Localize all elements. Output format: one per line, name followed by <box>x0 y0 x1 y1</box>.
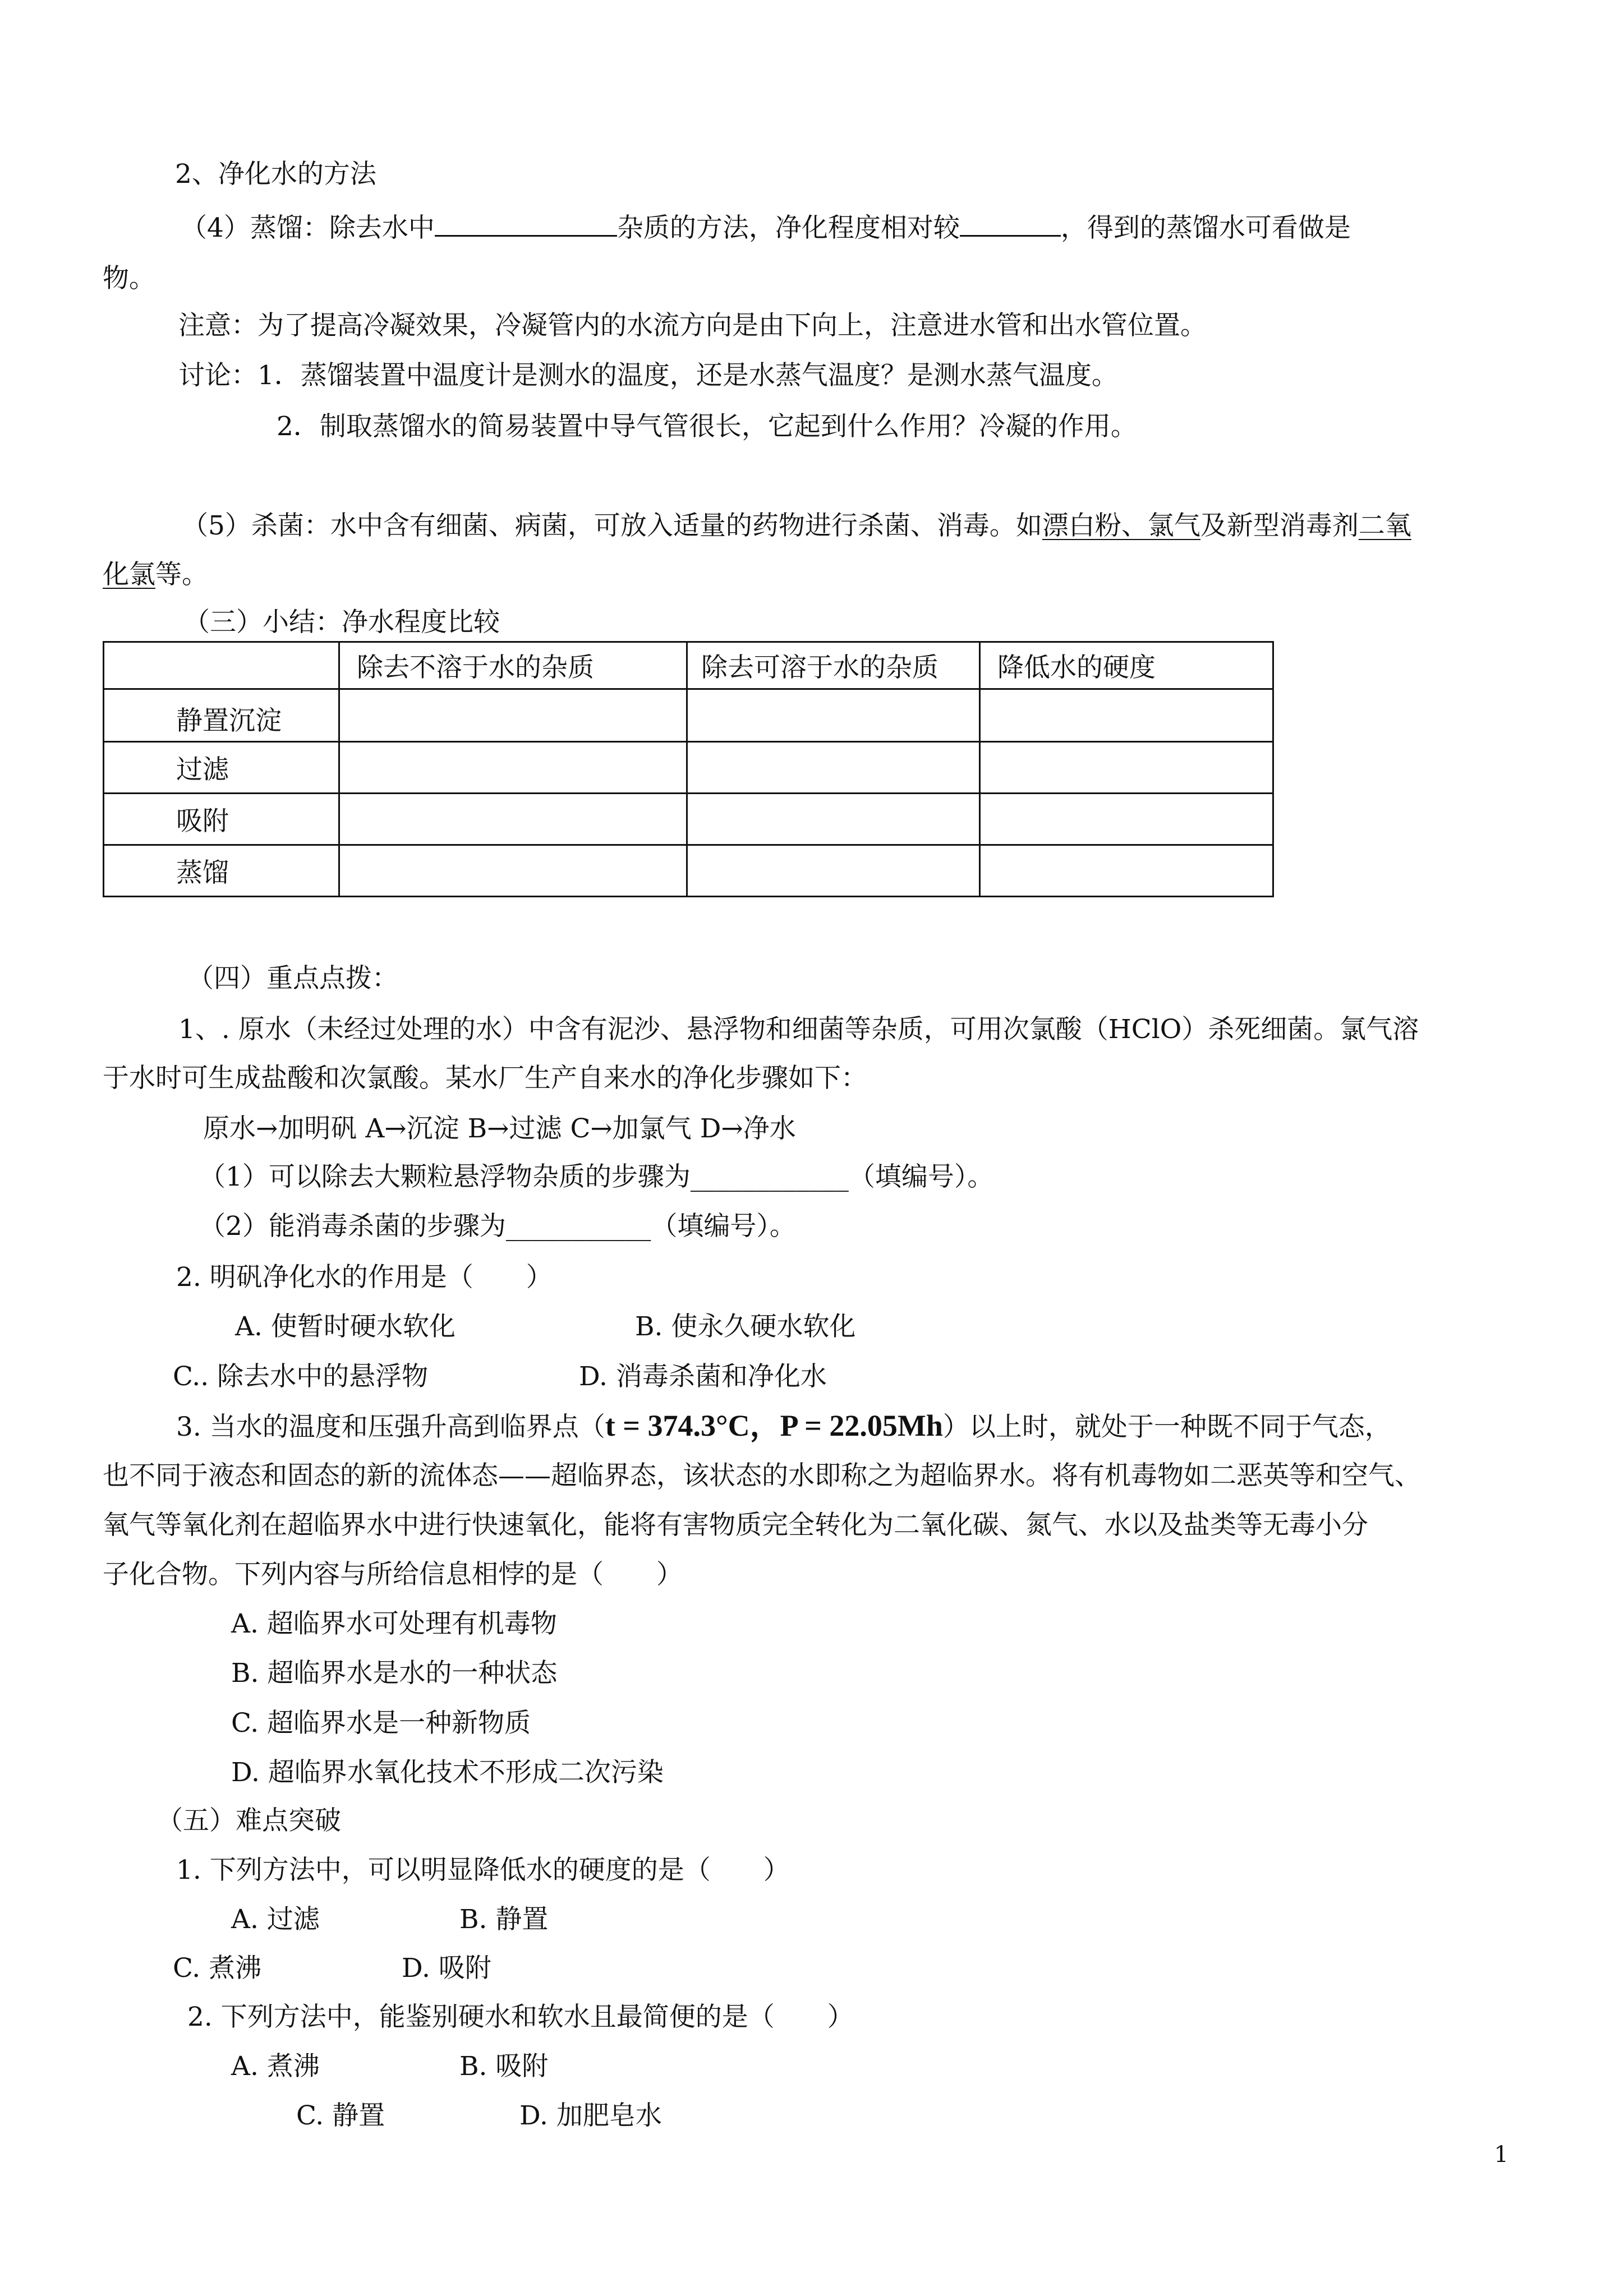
table-row-label: 吸附 <box>104 794 339 845</box>
q1-line1: 1、. 原水（未经过处理的水）中含有泥沙、悬浮物和细菌等杂质，可用次氯酸（HClO）杀死细菌。氯气溶 <box>178 1014 1419 1045</box>
q2-option-c: C.. 除去水中的悬浮物 <box>173 1361 429 1392</box>
table-row-label: 静置沉淀 <box>104 689 339 742</box>
table-cell[interactable] <box>687 742 980 794</box>
discussion-1: 讨论：1．蒸馏装置中温度计是测水的温度，还是水蒸气温度？是测水蒸气温度。 <box>178 360 1118 391</box>
table-cell[interactable] <box>980 742 1273 794</box>
q1-sub1: （1）可以除去大颗粒悬浮物杂质的步骤为____________（填编号）。 <box>199 1161 994 1192</box>
q3-line3: 氧气等氧化剂在超临界水中进行快速氧化，能将有害物质完全转化为二氧化碳、氮气、水以及盐类等无毒小分 <box>103 1510 1368 1541</box>
q2-option-b: B. 使永久硬水软化 <box>635 1311 856 1342</box>
d2-option-b: B. 吸附 <box>459 2051 549 2082</box>
item-5-text: 等。 <box>155 559 208 590</box>
critical-point-formula: t = 374.3°C，P = 22.05Mh <box>605 1409 943 1442</box>
item-4-text: （4）蒸馏：除去水中 <box>181 213 435 243</box>
q1-flow: 原水→加明矾 A→沉淀 B→过滤 C→加氯气 D→净水 <box>203 1113 796 1144</box>
d1-option-c: C. 煮沸 <box>173 1953 262 1984</box>
item-5-text: （5）杀菌：水中含有细菌、病菌，可放入适量的药物进行杀菌、消毒。如 <box>182 510 1042 541</box>
d2-option-a: A. 煮沸 <box>231 2051 320 2082</box>
page-number: 1 <box>1494 2142 1508 2168</box>
table-header-cell <box>104 642 339 689</box>
q2-option-d: D. 消毒杀菌和净化水 <box>579 1361 827 1392</box>
d1-option-a: A. 过滤 <box>231 1904 320 1935</box>
item-5-line2 <box>103 558 208 592</box>
summary-title: （三）小结：净水程度比较 <box>183 607 500 638</box>
item-4-line1 <box>181 210 1351 245</box>
table-row-label: 过滤 <box>104 742 339 794</box>
disinfectant-underline: 化氯 <box>103 559 155 590</box>
d1-option-b: B. 静置 <box>459 1904 549 1935</box>
q1-sub2: （2）能消毒杀菌的步骤为___________（填编号）。 <box>199 1211 796 1242</box>
table-row-label: 蒸馏 <box>104 845 339 897</box>
table-row <box>104 742 1273 794</box>
q3-line4: 子化合物。下列内容与所给信息相悖的是（ ） <box>103 1559 683 1590</box>
difficult-title: （五）难点突破 <box>157 1805 341 1836</box>
disinfectant-underline: 漂白粉、氯气 <box>1042 510 1200 541</box>
d2-option-c: C. 静置 <box>296 2100 385 2131</box>
section-heading: 2、净化水的方法 <box>175 159 376 190</box>
table-cell[interactable] <box>687 794 980 845</box>
q3-option-a: A. 超临界水可处理有机毒物 <box>231 1608 557 1639</box>
table-header-cell: 除去不溶于水的杂质 <box>339 642 687 689</box>
item-5-line1 <box>182 509 1411 543</box>
table-cell[interactable] <box>687 689 980 742</box>
note-text: 注意：为了提高冷凝效果，冷凝管内的水流方向是由下向上，注意进水管和出水管位置。 <box>178 310 1207 341</box>
d1-stem: 1. 下列方法中，可以明显降低水的硬度的是（ ） <box>176 1855 790 1885</box>
disinfectant-underline: 二氧 <box>1358 510 1411 541</box>
q3-text: ）以上时，就处于一种既不同于气态， <box>942 1412 1391 1442</box>
item-4-text: ，得到的蒸馏水可看做是 <box>1060 213 1351 243</box>
q2-option-a: A. 使暂时硬水软化 <box>235 1311 456 1342</box>
table-cell[interactable] <box>687 845 980 897</box>
q1-line2: 于水时可生成盐酸和次氯酸。某水厂生产自来水的净化步骤如下： <box>103 1063 867 1094</box>
table-cell[interactable] <box>339 742 687 794</box>
table-row <box>104 689 1273 742</box>
table-row <box>104 845 1273 897</box>
item-4-line2: 物。 <box>103 263 155 294</box>
table-cell[interactable] <box>980 845 1273 897</box>
fill-blank[interactable] <box>960 210 1061 237</box>
q2-stem: 2. 明矾净化水的作用是（ ） <box>176 1262 553 1293</box>
d1-option-d: D. 吸附 <box>402 1953 491 1984</box>
key-points-title: （四）重点点拨： <box>187 963 398 994</box>
discussion-2: 2．制取蒸馏水的简易装置中导气管很长，它起到什么作用？冷凝的作用。 <box>277 411 1137 442</box>
q3-option-b: B. 超临界水是水的一种状态 <box>231 1658 558 1689</box>
table-header-cell: 除去可溶于水的杂质 <box>687 642 980 689</box>
table-cell[interactable] <box>980 689 1273 742</box>
table-header-row <box>104 642 1273 689</box>
q3-line2: 也不同于液态和固态的新的流体态——超临界态，该状态的水即称之为超临界水。将有机毒物如二恶英等和空气、 <box>103 1460 1421 1491</box>
d2-option-d: D. 加肥皂水 <box>519 2100 662 2131</box>
table-cell[interactable] <box>339 845 687 897</box>
table-row <box>104 794 1273 845</box>
table-cell[interactable] <box>339 794 687 845</box>
item-4-text: 杂质的方法，净化程度相对较 <box>617 213 960 243</box>
table-header-cell: 降低水的硬度 <box>980 642 1273 689</box>
item-5-text: 及新型消毒剂 <box>1200 510 1359 541</box>
summary-table <box>103 641 1274 897</box>
table-cell[interactable] <box>339 689 687 742</box>
d2-stem: 2. 下列方法中，能鉴别硬水和软水且最简便的是（ ） <box>187 2002 854 2032</box>
q3-text: 3. 当水的温度和压强升高到临界点（ <box>176 1412 605 1442</box>
table-cell[interactable] <box>980 794 1273 845</box>
q3-option-c: C. 超临界水是一种新物质 <box>231 1708 531 1739</box>
q3-line1 <box>176 1409 1391 1444</box>
fill-blank[interactable] <box>435 210 617 237</box>
q3-option-d: D. 超临界水氧化技术不形成二次污染 <box>231 1757 664 1788</box>
